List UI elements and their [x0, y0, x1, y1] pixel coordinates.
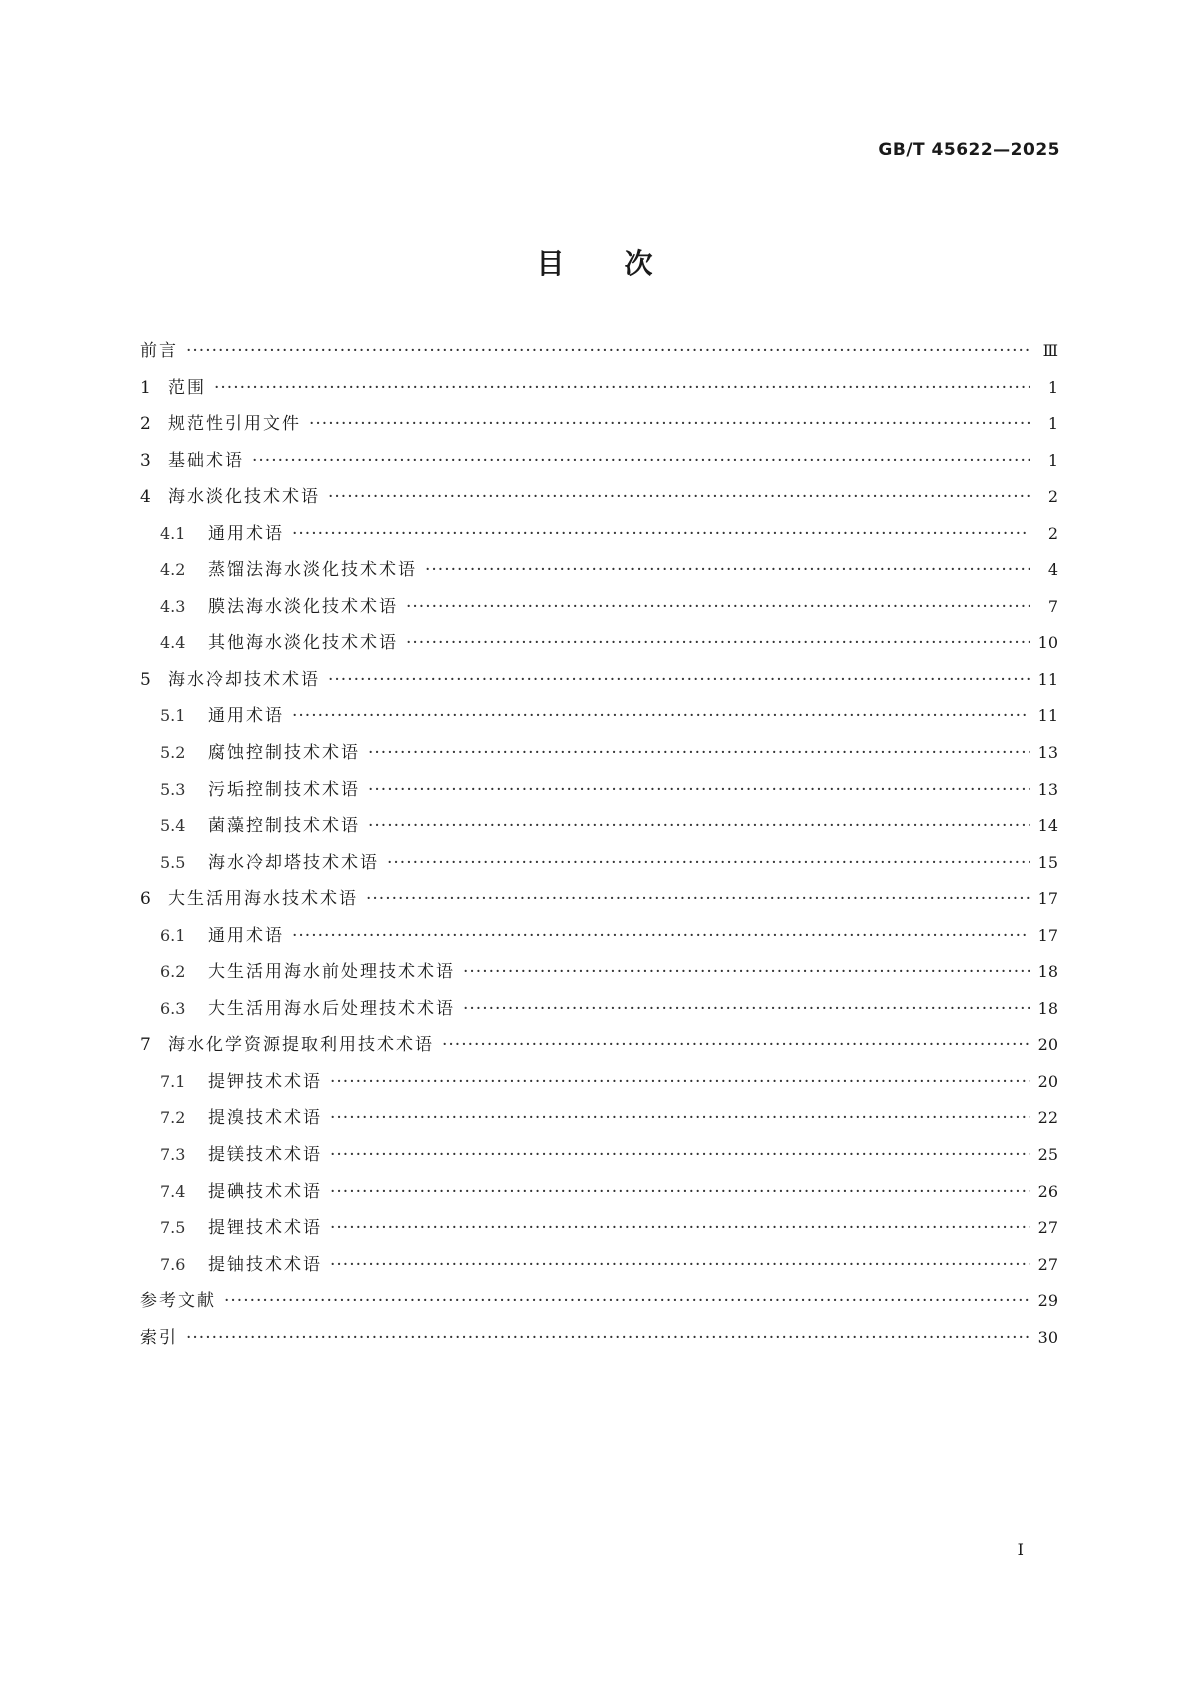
toc-entry-label: 提镁技术术语 — [208, 1145, 322, 1166]
toc-leader-dots — [368, 780, 1030, 800]
toc-leader-dots — [309, 414, 1030, 434]
toc-entry-number: 5.1 — [160, 706, 186, 726]
toc-entry-page: 17 — [1037, 889, 1058, 909]
toc-entry[interactable] — [140, 665, 1058, 702]
toc-entry-page: 26 — [1037, 1181, 1058, 1201]
toc-entry-page: 29 — [1037, 1291, 1058, 1311]
toc-entry-page: 4 — [1047, 560, 1058, 580]
toc-leader-dots — [214, 378, 1030, 398]
toc-entry-label: 海水化学资源提取利用技术术语 — [168, 1035, 434, 1056]
toc-entry-page: 13 — [1037, 743, 1058, 763]
toc-entry[interactable] — [140, 336, 1058, 373]
toc-entry[interactable] — [140, 848, 1058, 885]
toc-leader-dots — [224, 1291, 1030, 1311]
toc-entry-page: 13 — [1037, 779, 1058, 799]
toc-entry-label: 前言 — [140, 341, 178, 361]
toc-entry-label: 海水冷却技术术语 — [168, 669, 320, 690]
toc-entry[interactable] — [140, 1103, 1058, 1140]
toc-entry-number: 7.2 — [160, 1108, 186, 1128]
toc-entry[interactable] — [140, 994, 1058, 1031]
toc-entry-number: 7.3 — [160, 1145, 186, 1165]
toc-entry-number: 7.6 — [160, 1254, 186, 1274]
toc-leader-dots — [463, 999, 1030, 1019]
toc-entry-label: 基础术语 — [168, 450, 244, 471]
toc-entry-label: 污垢控制技术术语 — [208, 779, 360, 800]
toc-leader-dots — [330, 1182, 1030, 1202]
toc-entry-label: 海水淡化技术术语 — [168, 487, 320, 508]
toc-entry-number: 6.1 — [160, 925, 186, 945]
toc-entry[interactable] — [140, 738, 1058, 775]
toc-leader-dots — [463, 962, 1030, 982]
toc-leader-dots — [330, 1072, 1030, 1092]
toc-leader-dots — [442, 1035, 1030, 1055]
toc-entry-number: 7.5 — [160, 1218, 186, 1238]
toc-entry-label: 提溴技术术语 — [208, 1108, 322, 1129]
toc-entry-label: 大生活用海水前处理技术术语 — [208, 962, 455, 983]
toc-entry[interactable] — [140, 446, 1058, 483]
toc-entry[interactable] — [140, 957, 1058, 994]
toc-entry-number: 6.2 — [160, 962, 186, 982]
toc-entry-label: 提钾技术术语 — [208, 1071, 322, 1092]
toc-entry-page: 27 — [1037, 1218, 1058, 1238]
toc-entry-label: 提铀技术术语 — [208, 1254, 322, 1275]
toc-entry-number: 5 — [140, 669, 151, 690]
toc-leader-dots — [252, 451, 1030, 471]
toc-entry[interactable] — [140, 921, 1058, 958]
toc-entry-number: 4.3 — [160, 596, 186, 616]
toc-entry[interactable] — [140, 1213, 1058, 1250]
toc-entry-label: 膜法海水淡化技术术语 — [208, 596, 398, 617]
toc-entry-number: 2 — [140, 414, 151, 435]
toc-entry[interactable] — [140, 1030, 1058, 1067]
toc-leader-dots — [330, 1218, 1030, 1238]
standard-code: GB/T 45622—2025 — [878, 140, 1060, 160]
toc-leader-dots — [425, 560, 1030, 580]
toc-entry-number: 5.4 — [160, 816, 186, 836]
toc-entry-number: 4.1 — [160, 523, 186, 543]
page-number: I — [1017, 1540, 1024, 1559]
toc-leader-dots — [292, 706, 1030, 726]
toc-entry-page: 20 — [1037, 1071, 1058, 1091]
toc-entry-label: 菌藻控制技术术语 — [208, 816, 360, 837]
toc-entry-number: 5.3 — [160, 779, 186, 799]
toc-entry-number: 7 — [140, 1035, 151, 1056]
toc-entry-label: 规范性引用文件 — [168, 414, 301, 435]
toc-leader-dots — [368, 816, 1030, 836]
toc-entry-label: 通用术语 — [208, 523, 284, 544]
toc-leader-dots — [330, 1255, 1030, 1275]
toc-entry[interactable] — [140, 519, 1058, 556]
toc-entry[interactable] — [140, 373, 1058, 410]
toc-entry[interactable] — [140, 811, 1058, 848]
toc-entry-page: 30 — [1037, 1327, 1058, 1347]
toc-entry-page: 17 — [1037, 925, 1058, 945]
toc-entry-number: 7.1 — [160, 1071, 186, 1091]
toc-entry-label: 其他海水淡化技术术语 — [208, 633, 398, 654]
title-char-2: 次 — [624, 247, 655, 280]
toc-entry-page: 1 — [1047, 450, 1058, 470]
toc-leader-dots — [368, 743, 1030, 763]
toc-entry[interactable] — [140, 701, 1058, 738]
toc-entry[interactable] — [140, 409, 1058, 446]
toc-entry-number: 1 — [140, 377, 151, 398]
toc-entry-page: 1 — [1047, 377, 1058, 397]
toc-entry-page: Ⅲ — [1042, 341, 1058, 360]
toc-entry[interactable] — [140, 1177, 1058, 1214]
toc-entry-page: 2 — [1047, 487, 1058, 507]
toc-entry-label: 大生活用海水技术术语 — [168, 889, 358, 910]
toc-entry-label: 参考文献 — [140, 1291, 216, 1312]
toc-entry-page: 25 — [1037, 1145, 1058, 1165]
toc-entry-number: 7.4 — [160, 1181, 186, 1201]
toc-entry-page: 2 — [1047, 523, 1058, 543]
toc-entry-label: 大生活用海水后处理技术术语 — [208, 998, 455, 1019]
toc-entry-page: 20 — [1037, 1035, 1058, 1055]
title-char-1: 目 — [536, 247, 567, 280]
toc-entry-page: 7 — [1047, 596, 1058, 616]
toc-leader-dots — [292, 524, 1030, 544]
toc-entry-label: 提锂技术术语 — [208, 1218, 322, 1239]
toc-entry-page: 18 — [1037, 998, 1058, 1018]
toc-entry[interactable] — [140, 1067, 1058, 1104]
toc-entry-number: 4.4 — [160, 633, 186, 653]
toc-entry-page: 10 — [1037, 633, 1058, 653]
toc-entry-label: 索引 — [140, 1327, 178, 1348]
toc-leader-dots — [186, 341, 1030, 361]
toc-entry-label: 通用术语 — [208, 706, 284, 727]
toc-entry-number: 6 — [140, 889, 151, 910]
toc-entry[interactable] — [140, 592, 1058, 629]
toc-leader-dots — [328, 487, 1030, 507]
toc-entry-label: 通用术语 — [208, 925, 284, 946]
toc-entry-page: 1 — [1047, 414, 1058, 434]
toc-entry-number: 4.2 — [160, 560, 186, 580]
toc-entry-label: 蒸馏法海水淡化技术术语 — [208, 560, 417, 581]
toc-entry-page: 11 — [1037, 706, 1058, 726]
toc-leader-dots — [186, 1328, 1030, 1348]
toc-entry-number: 6.3 — [160, 998, 186, 1018]
toc-entry[interactable] — [140, 482, 1058, 519]
toc-entry-page: 11 — [1037, 669, 1058, 689]
toc-leader-dots — [330, 1145, 1030, 1165]
toc-entry-number: 4 — [140, 487, 151, 508]
toc-entry[interactable] — [140, 1286, 1058, 1323]
toc-leader-dots — [328, 670, 1030, 690]
toc-entry-label: 提碘技术术语 — [208, 1181, 322, 1202]
toc-entry[interactable] — [140, 884, 1058, 921]
toc-leader-dots — [366, 889, 1030, 909]
toc-entry-number: 5.2 — [160, 743, 186, 763]
toc-entry[interactable] — [140, 555, 1058, 592]
toc-entry-label: 腐蚀控制技术术语 — [208, 743, 360, 764]
toc-entry-page: 18 — [1037, 962, 1058, 982]
toc-leader-dots — [387, 853, 1030, 873]
toc-entry-page: 15 — [1037, 852, 1058, 872]
toc-entry-page: 14 — [1037, 816, 1058, 836]
toc-leader-dots — [406, 633, 1030, 653]
toc-entry-number: 5.5 — [160, 852, 186, 872]
toc-entry[interactable] — [140, 628, 1058, 665]
toc-entry-label: 范围 — [168, 377, 206, 398]
toc-leader-dots — [330, 1108, 1030, 1128]
toc-leader-dots — [406, 597, 1030, 617]
toc-entry[interactable] — [140, 1250, 1058, 1287]
toc-entry-number: 3 — [140, 450, 151, 471]
toc-entry[interactable] — [140, 1140, 1058, 1177]
table-of-contents — [140, 336, 1058, 1359]
toc-entry[interactable] — [140, 1323, 1058, 1360]
toc-entry-page: 27 — [1037, 1254, 1058, 1274]
toc-entry[interactable] — [140, 775, 1058, 812]
page-title — [0, 242, 1191, 282]
toc-entry-page: 22 — [1037, 1108, 1058, 1128]
toc-entry-label: 海水冷却塔技术术语 — [208, 852, 379, 873]
toc-leader-dots — [292, 926, 1030, 946]
